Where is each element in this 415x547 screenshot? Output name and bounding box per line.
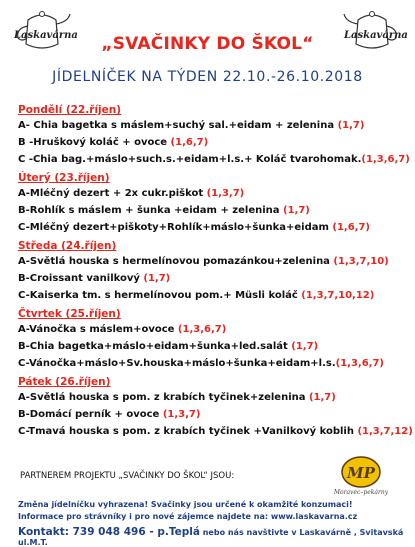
day-block-friday xyxy=(18,375,413,440)
logo-text: Laskavárna xyxy=(344,30,408,41)
logo-text: Laskavárna xyxy=(14,30,78,41)
allergens: (1,7) xyxy=(283,205,310,216)
allergens: (1,3,7,10) xyxy=(333,256,389,267)
day-heading: Pondělí (22.říjen) xyxy=(18,104,122,116)
allergens: (1,7) xyxy=(308,392,336,403)
allergens: (1,3,7,10,12) xyxy=(301,290,375,301)
allergens: (1,3,6,7) xyxy=(177,324,227,335)
allergens: (1,6,7) xyxy=(170,137,209,148)
week-title: JÍDELNÍČEK NA TÝDEN 22.10.-26.10.2018 xyxy=(52,69,363,85)
footer-notice: Změna jídelníčku vyhrazena! Svačinky jsou určené k okamžité konzumaci! xyxy=(18,500,353,509)
allergens: (1,3,7) xyxy=(206,188,245,199)
menu-item: B-Domácí perník + ovoce (1,3,7) xyxy=(18,409,201,420)
contact-phone: Kontakt: 739 048 496 - p.Teplá xyxy=(18,526,200,538)
mp-caption: Moravec–pekárny xyxy=(333,489,389,496)
day-block-monday xyxy=(18,103,413,168)
menu-item: C -Chia bag.+máslo+such.s.+eidam+l.s.+ Koláč tvarohomak.(1,3,6,7) xyxy=(18,154,410,165)
menu-item: A- Chia bagetka s máslem+suchý sal.+eidam + zelenina (1,7) xyxy=(18,120,365,131)
allergens: (1,6,7) xyxy=(332,222,371,233)
allergens: (1,3,6,7) xyxy=(335,358,384,369)
day-heading: Středa (24.říjen) xyxy=(18,240,117,252)
moravec-pekarny-logo xyxy=(340,455,382,489)
day-block-tuesday xyxy=(18,171,413,236)
page-title: „SVAČINKY DO ŠKOL“ xyxy=(101,34,314,54)
allergens: (1,7) xyxy=(337,120,365,131)
allergens: (1,3,7) xyxy=(162,409,201,420)
menu-item: C-Mléčný dezert+piškoty+Rohlík+máslo+šunka+eidam (1,6,7) xyxy=(18,222,371,233)
menu-item: A-Vánočka s máslem+ovoce (1,3,6,7) xyxy=(18,324,227,335)
footer-contact xyxy=(18,526,415,547)
menu-item: A-Mléčný dezert + 2x cukr.piškot (1,3,7) xyxy=(18,188,245,199)
day-block-thursday xyxy=(18,307,413,372)
menu-item: C-Kaiserka tm. s hermelínovou pom.+ Müsli koláč (1,3,7,10,12) xyxy=(18,290,375,301)
allergens: (1,7) xyxy=(291,341,319,352)
mp-logo-letters: MP xyxy=(347,464,375,482)
menu-list xyxy=(18,103,413,443)
partner-text: PARTNEREM PROJEKTU „SVAČINKY DO ŠKOL“ JSOU: xyxy=(20,471,235,481)
menu-item: C-Vánočka+máslo+Sv.houska+máslo+šunka+eidam+l.s.(1,3,6,7) xyxy=(18,358,384,369)
menu-item: B -Hruškový koláč + ovoce (1,6,7) xyxy=(18,137,209,148)
day-heading: Čtvrtek (25.říjen) xyxy=(18,308,121,320)
menu-item: C-Tmavá houska s pom. z krabích tyčinek +Vanilkový koblih (1,3,7,12) xyxy=(18,426,413,437)
allergens: (1,3,6,7) xyxy=(361,154,410,165)
menu-item: A-Světlá houska s hermelínovou pomazánkou+zelenina (1,3,7,10) xyxy=(18,256,389,267)
menu-item: B-Chia bagetka+máslo+eidam+šunka+led.salát (1,7) xyxy=(18,341,319,352)
footer-info: Informace pro strávníky i pro nové zájemce najdete na: www.laskavarna.cz xyxy=(18,512,358,521)
contact-address: nebo nás navštivte v Laskavárně , Svitavská ul.M.T. xyxy=(18,528,404,547)
mp-logo-icon xyxy=(340,455,382,489)
menu-item: B-Croissant vanilkový (1,7) xyxy=(18,273,171,284)
day-heading: Úterý (23.říjen) xyxy=(18,172,110,184)
allergens: (1,3,7,12) xyxy=(357,426,413,437)
day-heading: Pátek (26.říjen) xyxy=(18,376,111,388)
menu-item: A-Světlá houska s pom. z krabích tyčinek+zelenina (1,7) xyxy=(18,392,336,403)
menu-item: B-Rohlík s máslem + šunka +eidam + zelenina (1,7) xyxy=(18,205,310,216)
allergens: (1,7) xyxy=(143,273,171,284)
day-block-wednesday xyxy=(18,239,413,304)
